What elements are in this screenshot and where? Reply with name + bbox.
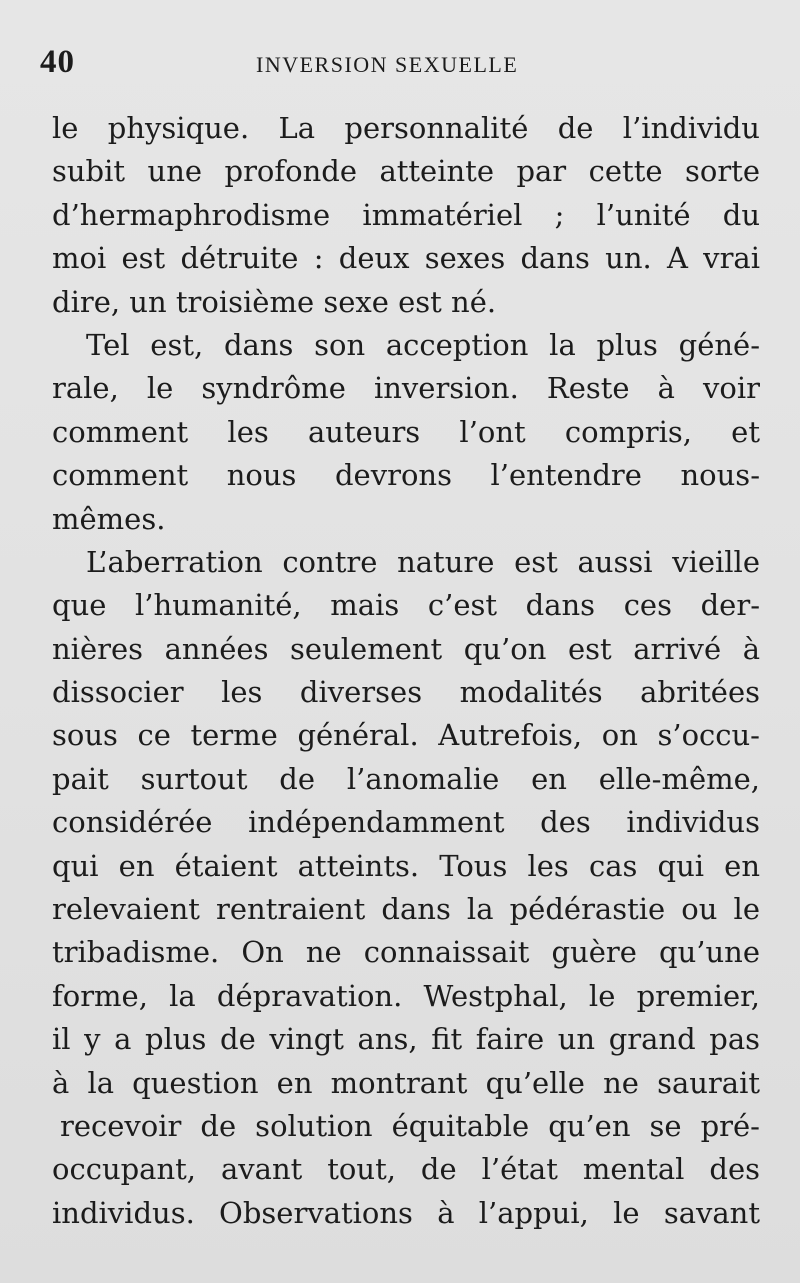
text-line: comment les auteurs l’ont compris, et: [52, 414, 760, 449]
text-line: considérée indépendamment des individus: [52, 805, 760, 840]
text-line: tribadisme. On ne connaissait guère qu’une: [52, 935, 760, 970]
text-line: forme, la dépravation. Westphal, le premier,: [52, 978, 760, 1013]
text-line: Tel est, dans son acception la plus géné-: [86, 327, 760, 362]
text-line: il y a plus de vingt ans, fit faire un grand pas: [52, 1022, 760, 1057]
text-line: pait surtout de l’anomalie en elle-même,: [52, 761, 760, 796]
page-number: 40: [40, 44, 75, 80]
text-line: individus. Observations à l’appui, le savant: [52, 1195, 760, 1230]
text-line: relevaient rentraient dans la pédérastie ou le: [52, 892, 760, 927]
text-line: rale, le syndrôme inversion. Reste à voir: [52, 371, 760, 406]
text-line: moi est détruite : deux sexes dans un. A vrai: [52, 241, 760, 276]
text-line: nières années seulement qu’on est arrivé à: [52, 631, 760, 666]
text-line: mêmes.: [52, 501, 166, 536]
text-line: le physique. La personnalité de l’individu: [52, 111, 760, 145]
running-title: INVERSION SEXUELLE: [256, 52, 519, 77]
text-line: dissocier les diverses modalités abritées: [52, 675, 760, 710]
text-line: subit une profonde atteinte par cette sorte: [52, 154, 760, 189]
text-line: que l’humanité, mais c’est dans ces der-: [52, 588, 760, 623]
body-text: [52, 107, 760, 1235]
text-line: recevoir de solution équitable qu’en se pré-: [60, 1108, 760, 1143]
text-line: dire, un troisième sexe est né.: [52, 284, 497, 319]
page-header: [0, 44, 800, 84]
text-line: L’aberration contre nature est aussi vieille: [86, 544, 760, 579]
text-line: à la question en montrant qu’elle ne saurait: [52, 1065, 760, 1100]
text-line: d’hermaphrodisme immatériel ; l’unité du: [52, 197, 760, 232]
text-line: sous ce terme général. Autrefois, on s’occu-: [52, 718, 760, 753]
text-line: qui en étaient atteints. Tous les cas qui en: [52, 848, 760, 883]
text-line: occupant, avant tout, de l’état mental des: [52, 1152, 760, 1187]
text-line: comment nous devrons l’entendre nous-: [52, 458, 760, 493]
